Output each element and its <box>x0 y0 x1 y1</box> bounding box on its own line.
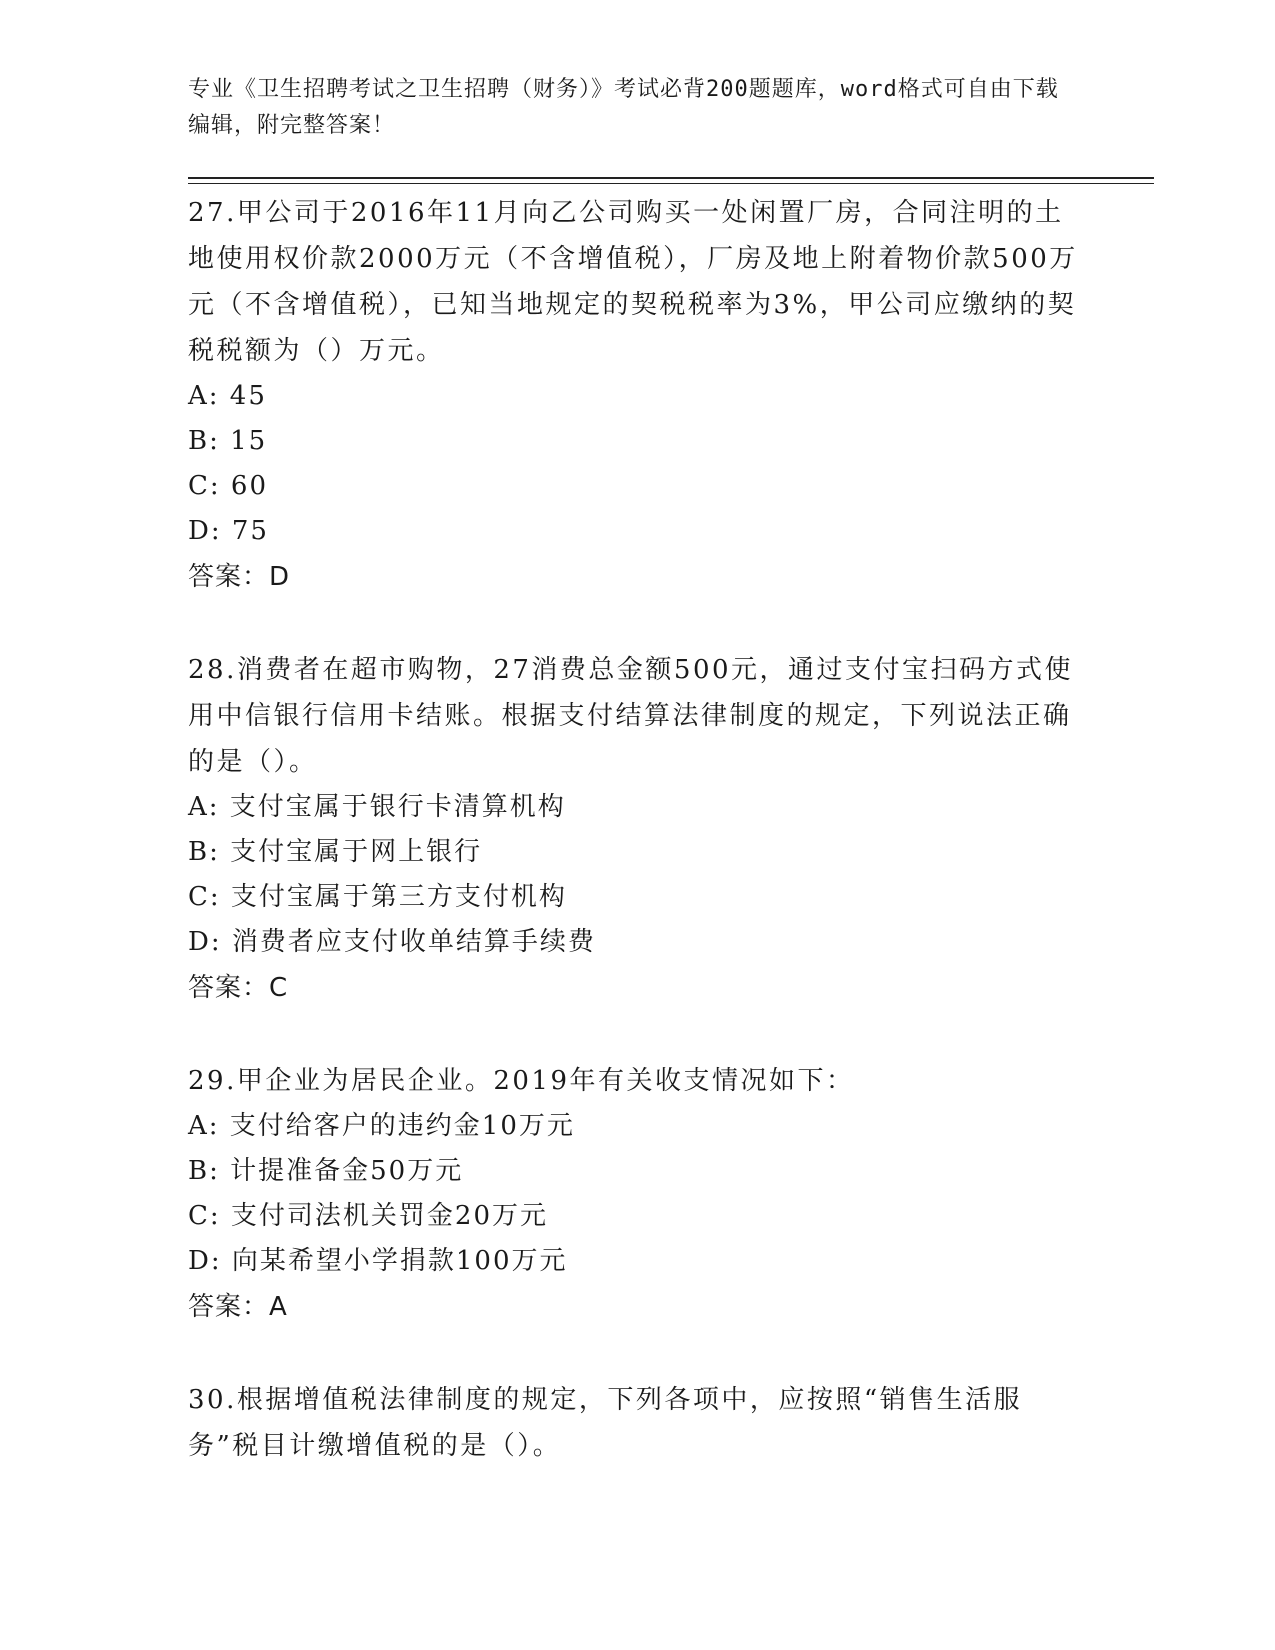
question-list <box>188 190 1088 1516</box>
option-d: D: 75 <box>188 516 269 546</box>
option-d: D: 向某希望小学捐款100万元 <box>188 1246 568 1276</box>
answer: 答案：A <box>188 1292 288 1322</box>
question-text: 28.消费者在超市购物，27消费总金额500元，通过支付宝扫码方式使用中信银行信用卡结账。根据支付结算法律制度的规定，下列说法正确的是（）。 <box>188 655 1074 777</box>
option-b: B: 计提准备金50万元 <box>188 1156 464 1186</box>
option-c: C: 支付司法机关罚金20万元 <box>188 1201 549 1231</box>
header-divider-thin <box>188 183 1154 184</box>
question-text: 27.甲公司于2016年11月向乙公司购买一处闲置厂房，合同注明的土地使用权价款2000万元（不含增值税），厂房及地上附着物价款500万元（不含增值税），已知当地规定的契税税率为3%，甲公司应缴纳的契税税额为（）万元。 <box>188 198 1078 366</box>
option-b: B: 支付宝属于网上银行 <box>188 837 483 867</box>
question-30 <box>188 1377 1088 1469</box>
question-text: 30.根据增值税法律制度的规定，下列各项中，应按照“销售生活服务”税目计缴增值税的是（）。 <box>188 1385 1023 1461</box>
header-divider-thick <box>188 177 1154 179</box>
question-29 <box>188 1058 1088 1330</box>
question-text: 29.甲企业为居民企业。2019年有关收支情况如下： <box>188 1066 855 1096</box>
answer: 答案：C <box>188 973 289 1003</box>
option-a: A: 45 <box>188 381 267 411</box>
option-b: B: 15 <box>188 426 268 456</box>
option-c: C: 支付宝属于第三方支付机构 <box>188 882 567 912</box>
question-28 <box>188 647 1088 1011</box>
option-a: A: 支付给客户的违约金10万元 <box>188 1111 575 1141</box>
option-a: A: 支付宝属于银行卡清算机构 <box>188 792 566 822</box>
answer: 答案：D <box>188 562 291 592</box>
option-c: C: 60 <box>188 471 269 501</box>
header-text: 专业《卫生招聘考试之卫生招聘（财务）》考试必背200题题库，word格式可自由下载编辑，附完整答案！ <box>188 77 1059 138</box>
option-d: D: 消费者应支付收单结算手续费 <box>188 927 596 957</box>
question-27 <box>188 190 1088 600</box>
